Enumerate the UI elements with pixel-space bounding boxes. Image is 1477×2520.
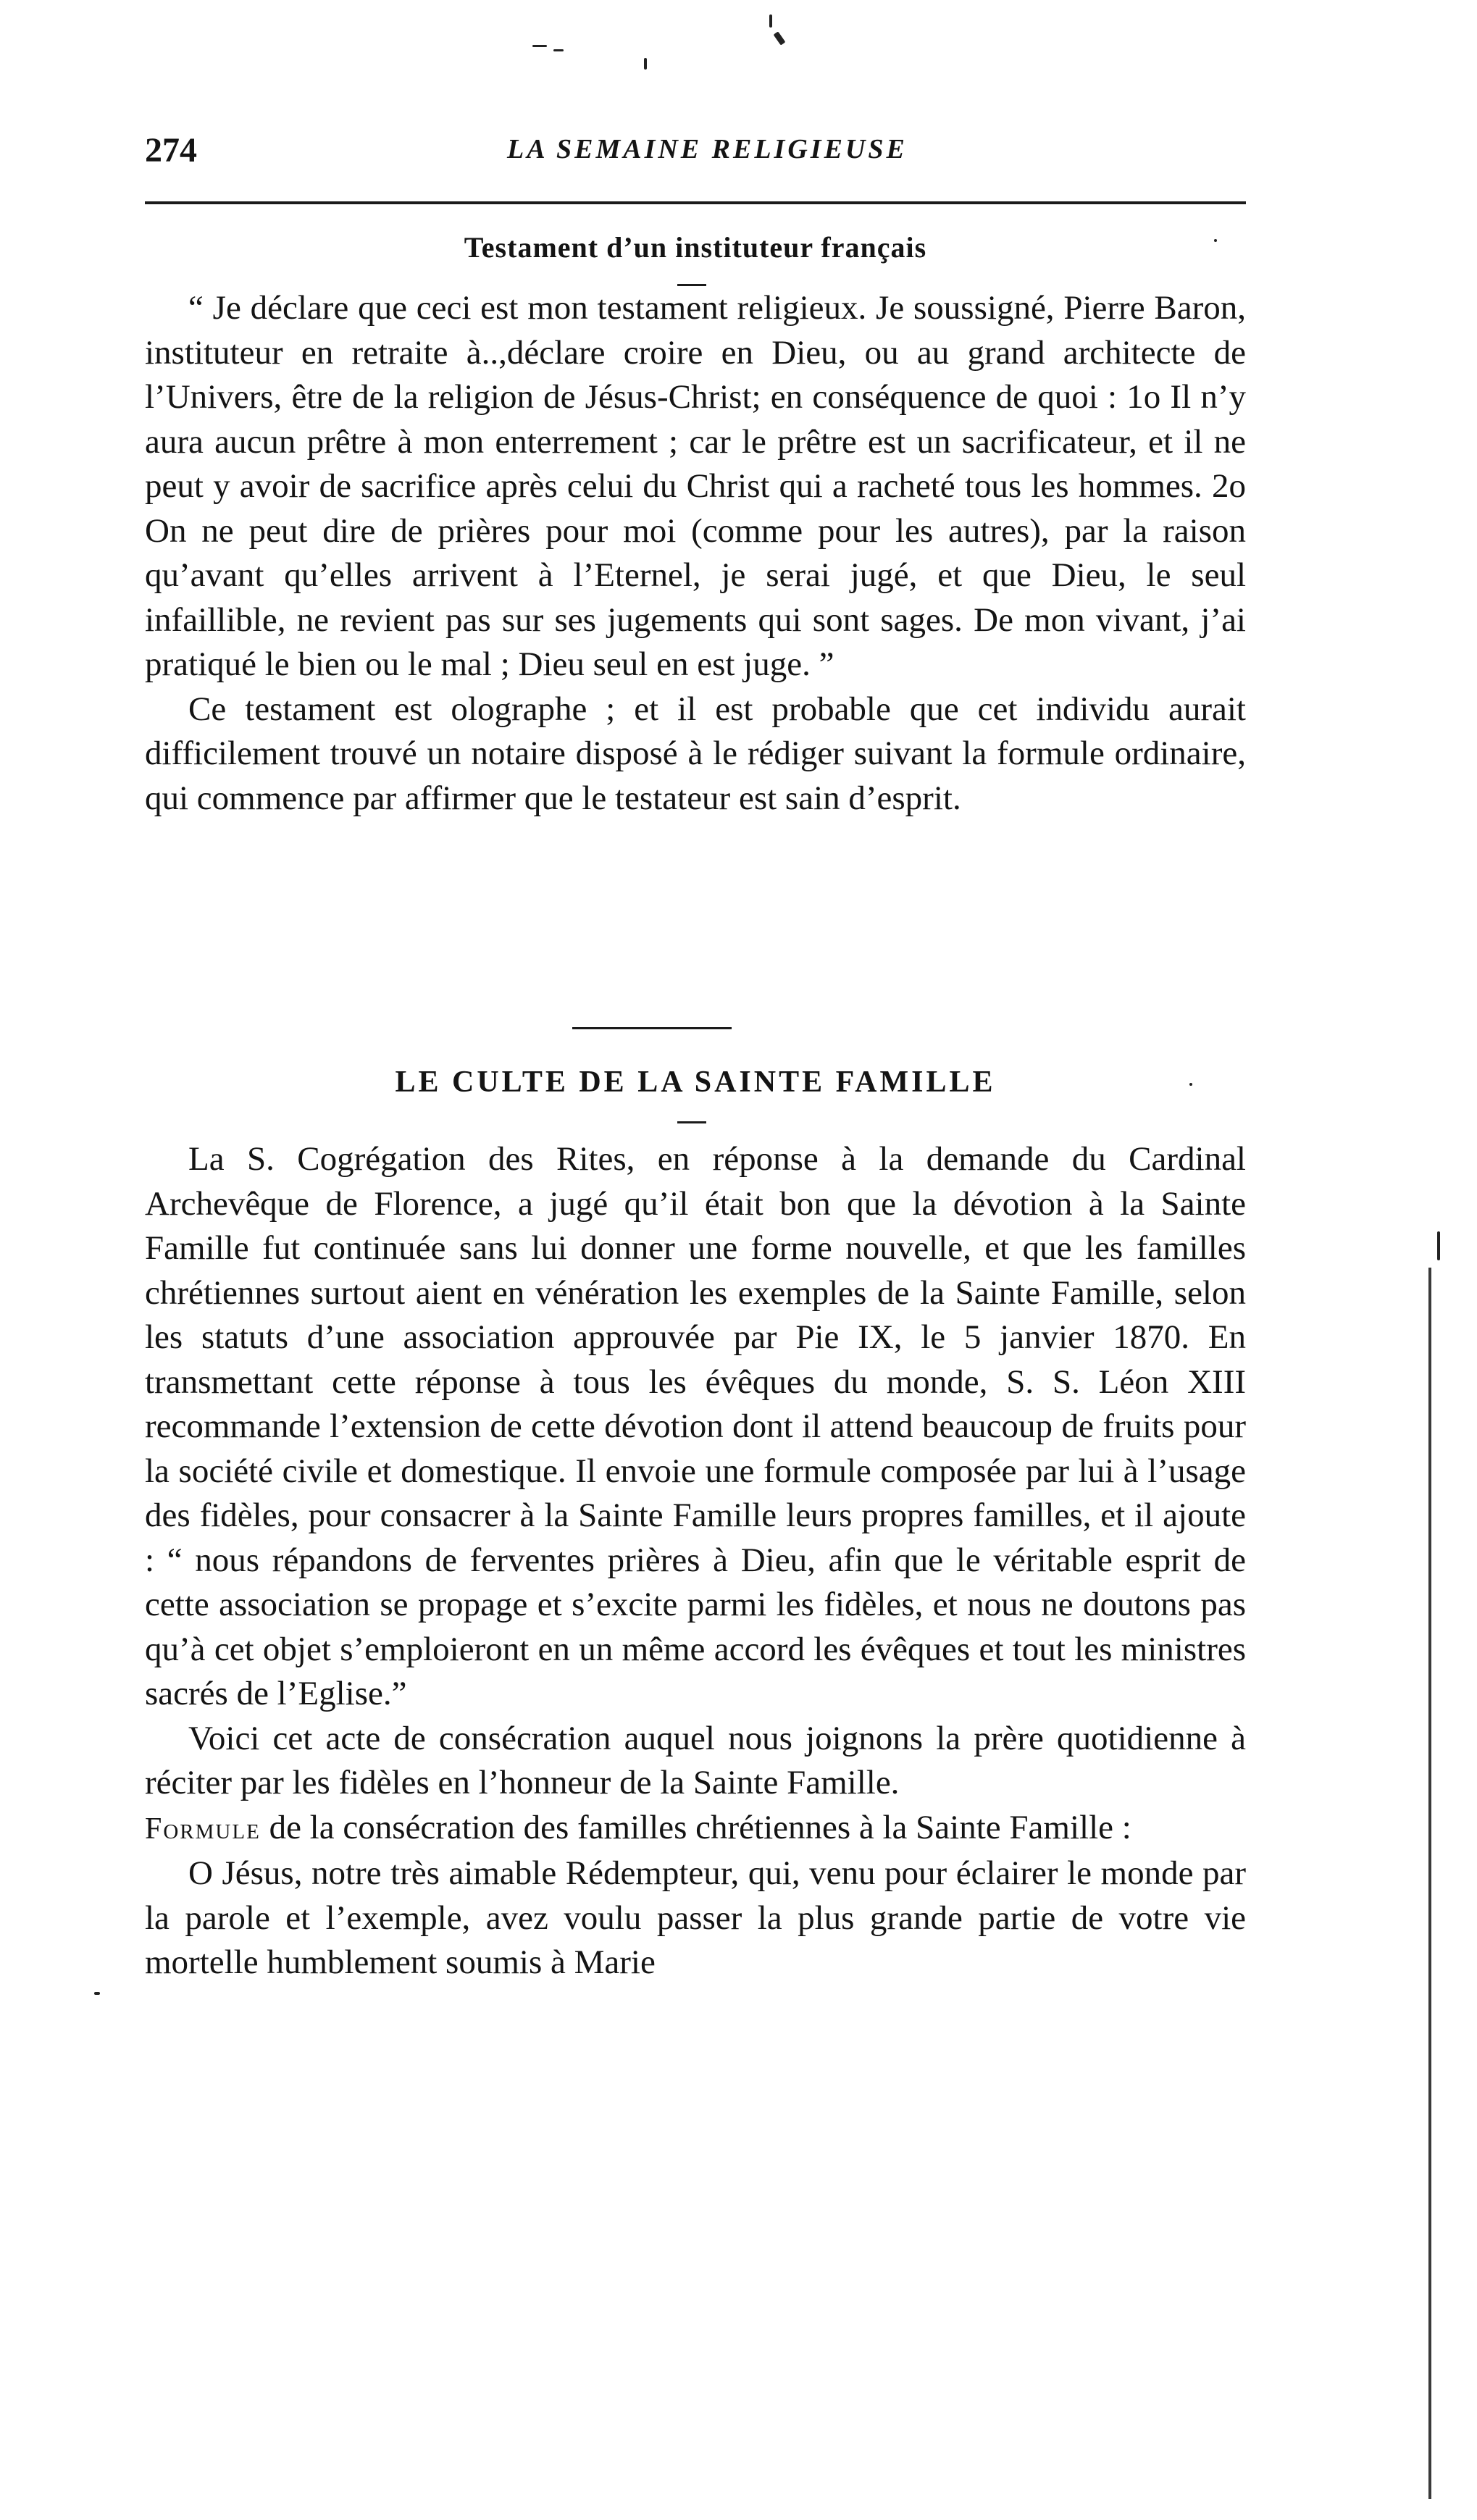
header-rule <box>145 201 1246 204</box>
culte-paragraph-2: Voici cet acte de consécration auquel nous joignons la prère quotidienne à réciter par les fidèles en l’honneur de la Sainte Famille. <box>145 1719 1246 1801</box>
culte-paragraph-1: La S. Cogrégation des Rites, en réponse à la demande du Cardinal Archevêque de Florence, a jugé qu’il était bon que la dévotion à la Sainte Famille fut continuée sans lui donner une forme nouvelle, et que les familles chrétiennes surtout aient en vénération les exemples de la Sainte Famille, selon les statuts d’une association approuvée par Pie IX, le 5 janvier 1870. En transmettant cette réponse à tous les évêques du monde, S. S. Léon XIII recommande l’extension de cette dévotion dont il attend beaucoup de fruits pour la société civile et domestique. Il envoie une formule composée par lui à l’usage des fidèles, pour consacrer à la Sainte Famille leurs propres familles, et il ajoute : “ nous répandons de ferventes prières à Dieu, afin que le véritable esprit de cette association se propage et s’excite parmi les fidèles, et nous ne doutons pas qu’à cet objet s’emploieront en un même accord les évêques et tout les ministres sacrés de l’Eglise.” <box>145 1140 1246 1712</box>
testament-title: Testament d’un instituteur français <box>464 231 927 264</box>
culte-title: LE CULTE DE LA SAINTE FAMILLE <box>395 1066 996 1099</box>
testament-quote-paragraph: “ Je déclare que ceci est mon testament religieux. Je soussigné, Pierre Baron, instituteur en retraite à..,déclare croire en Dieu, ou au grand architecte de l’Univers, être de la religion de Jésus-Christ; en conséquence de quoi : 1o Il n’y aura aucun prêtre à mon enterrement ; car le prêtre est un sacrificateur, et il ne peut y avoir de sacrifice après celui du Christ qui a racheté tous les hommes. 2o On ne peut dire de prières pour moi (comme pour les autres), par la raison qu’avant qu’elles arrivent à l’Eternel, je serai jugé, et que Dieu, le seul infaillible, ne revient pas sur ses jugements qui sont sages. De mon vivant, j’ai pratiqué le bien ou le mal ; Dieu seul en est juge. ” <box>145 289 1246 683</box>
title-underline <box>677 1121 706 1123</box>
page-header <box>145 130 1246 174</box>
binding-edge-line <box>1428 1268 1431 2499</box>
formula-text: de la consécration des familles chrétiennes à la Sainte Famille : <box>269 1808 1131 1846</box>
page-number: 274 <box>145 131 197 169</box>
testament-comment-paragraph: Ce testament est olographe ; et il est probable que cet individu aurait difficilement trouvé un notaire disposé à le rédiger suivant la formule ordinaire, qui commence par affirmer que le testateur est sain d’esprit. <box>145 690 1246 817</box>
running-title: LA SEMAINE RELIGIEUSE <box>507 134 908 164</box>
culte-section <box>145 1137 1246 1985</box>
testament-section <box>145 286 1246 821</box>
section-divider <box>572 1027 732 1029</box>
formula-heading <box>145 1806 1246 1852</box>
formula-label: Formule <box>145 1812 261 1846</box>
prayer-paragraph: O Jésus, notre très aimable Rédempteur, qui, venu pour éclairer le monde par la parole et l’exemple, avez voulu passer la plus grande partie de votre vie mortelle humblement soumis à Marie <box>145 1854 1246 1981</box>
